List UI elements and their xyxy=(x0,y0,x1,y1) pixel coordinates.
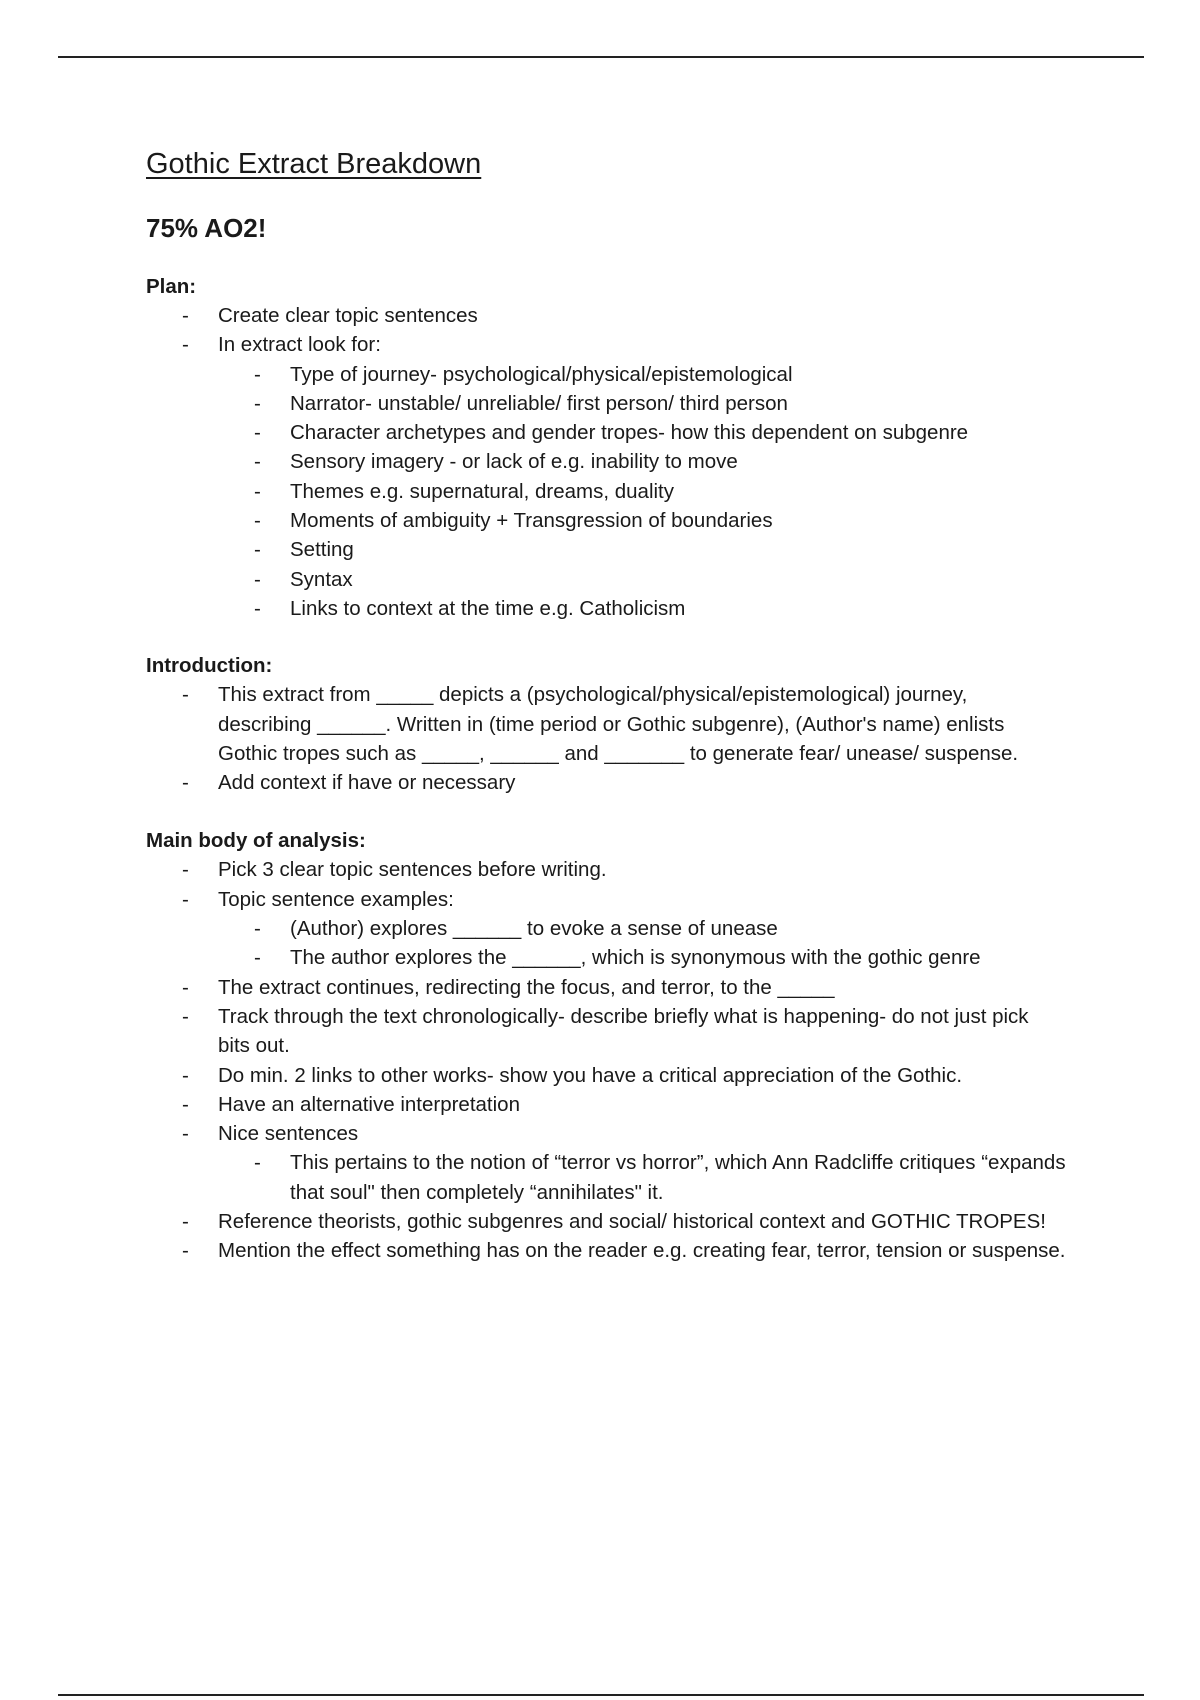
list-item: - Create clear topic sentences xyxy=(146,301,1066,330)
topic-examples-list xyxy=(218,914,1066,973)
list-item-text: In extract look for: xyxy=(218,333,381,357)
list-item: - Mention the effect something has on the reader e.g. creating fear, terror, tension or suspense. xyxy=(146,1236,1066,1265)
document-subtitle: 75% AO2! xyxy=(146,213,267,243)
list-item: - Track through the text chronologically- describe briefly what is happening- do not just pick bits out. xyxy=(146,1002,1066,1061)
plan-heading: Plan: xyxy=(146,275,197,298)
list-item xyxy=(146,330,1066,623)
list-item: - Do min. 2 links to other works- show you have a critical appreciation of the Gothic. xyxy=(146,1061,1066,1090)
plan-list xyxy=(146,301,1066,623)
list-item: - Type of journey- psychological/physical/epistemological xyxy=(218,360,1066,389)
list-item: - The author explores the ______, which is synonymous with the gothic genre xyxy=(218,943,1066,972)
list-item: - This pertains to the notion of “terror vs horror”, which Ann Radcliffe critiques “expands that soul" then completely “annihilates" it. xyxy=(218,1148,1066,1207)
list-item: - Reference theorists, gothic subgenres and social/ historical context and GOTHIC TROPES! xyxy=(146,1207,1066,1236)
list-item: - Setting xyxy=(218,535,1066,564)
list-item: - Moments of ambiguity + Transgression of boundaries xyxy=(218,506,1066,535)
list-item: - Themes e.g. supernatural, dreams, duality xyxy=(218,477,1066,506)
main-body-list xyxy=(146,855,1066,1265)
main-body-heading: Main body of analysis: xyxy=(146,829,366,853)
list-item: - This extract from _____ depicts a (psychological/physical/epistemological) journey, describing ______. Written in (time period or Gothic subgenre), (Author's name) enlists Gothic tropes such as _____, ______ and _______ to generate fear/ unease/ suspense. xyxy=(146,680,1066,768)
nice-sentences-list xyxy=(218,1148,1066,1207)
list-item xyxy=(146,1119,1066,1207)
list-item: - Character archetypes and gender tropes- how this dependent on subgenre xyxy=(218,418,1066,447)
list-item-text: Topic sentence examples: xyxy=(218,887,454,911)
list-item: - Syntax xyxy=(218,565,1066,594)
list-item: - Narrator- unstable/ unreliable/ first person/ third person xyxy=(218,389,1066,418)
list-item: - Have an alternative interpretation xyxy=(146,1090,1066,1119)
document-body xyxy=(146,146,1066,1266)
list-item xyxy=(146,885,1066,973)
list-item: - Add context if have or necessary xyxy=(146,768,1066,797)
introduction-heading: Introduction: xyxy=(146,654,273,678)
page-top-rule xyxy=(58,56,1144,58)
list-item: - (Author) explores ______ to evoke a sense of unease xyxy=(218,914,1066,943)
list-item: - Links to context at the time e.g. Catholicism xyxy=(218,594,1066,623)
list-item: - The extract continues, redirecting the focus, and terror, to the _____ xyxy=(146,973,1066,1002)
look-for-list xyxy=(218,360,1066,624)
page-bottom-rule xyxy=(58,1694,1144,1696)
introduction-list xyxy=(146,680,1066,797)
list-item: - Pick 3 clear topic sentences before writing. xyxy=(146,855,1066,884)
list-item: - Sensory imagery - or lack of e.g. inability to move xyxy=(218,447,1066,476)
list-item-text: Nice sentences xyxy=(218,1122,359,1146)
document-title: Gothic Extract Breakdown xyxy=(146,148,482,180)
